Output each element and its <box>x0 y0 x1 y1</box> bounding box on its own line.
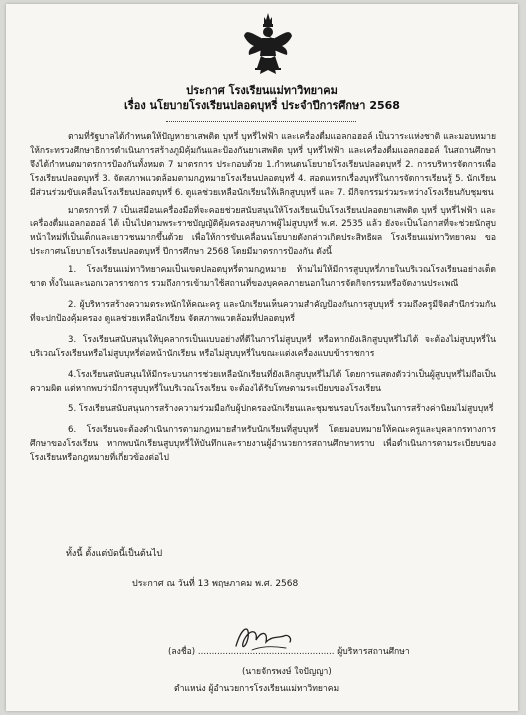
signer-position: ตำแหน่ง ผู้อำนวยการโรงเรียนแม่ทาวิทยาคม <box>174 684 340 694</box>
intro-paragraph: ตามที่รัฐบาลได้กำหนดให้ปัญหายาเสพติด บุหรี่ บุหรี่ไฟฟ้า และเครื่องดื่มแอลกอฮอล์ เป็นวาระแห่งชาติ และมอบหมายให้กระทรวงศึกษาธิการดำเนินการสร้างภูมิคุ้มกันและป้องกันยาเสพติด บุหรี่ บุหรี่ไฟฟ้า และเครื่องดื่มแอลกอฮอล์ ในสถานศึกษา จึงได้กำหนดมาตรการป้องกันทั้งหมด 7 มาตรการ ประกอบด้วย 1.กำหนดนโยบายโรงเรียนปลอดบุหรี่ 2. การบริหารจัดการเพื่อโรงเรียนปลอดบุหรี่ 3. จัดสภาพแวดล้อมตามกฎหมายโรงเรียนปลอดบุหรี่ 4. สอดแทรกเรื่องบุหรี่ในการจัดการเรียนรู้ 5. นักเรียนมีส่วนร่วมขับเคลื่อนโรงเรียนปลอดบุหรี่ 6. ดูแลช่วยเหลือนักเรียนให้เลิกสูบบุหรี่ และ 7. มีกิจกรรมร่วมระหว่างโรงเรียนกับชุมชน <box>30 132 496 198</box>
policy-item: 6. โรงเรียนจะต้องดำเนินการตามกฎหมายสำหรับนักเรียนที่สูบบุหรี่ โดยมอบหมายให้คณะครูและบุคลากรทางการศึกษาของโรงเรียน หากพบนักเรียนสูบบุหรี่ให้บันทึกและรายงานผู้อำนวยการสถานศึกษาทราบ เพื่อดำเนินการตามระเบียบของโรงเรียนหรือกฎหมายที่เกี่ยวข้องต่อไป <box>30 425 496 464</box>
announcement-body <box>30 131 496 473</box>
garuda-emblem-icon <box>243 12 293 82</box>
sign-dots: .................................................. <box>197 647 335 657</box>
document-page <box>6 4 518 711</box>
policy-item: 2. ผู้บริหารสร้างความตระหนักให้คณะครู และนักเรียนเห็นความสำคัญป้องกันการสูบบุหรี่ รวมถึงครูมีจิตสำนึกร่วมกันที่จะปกป้องคุ้มครอง ดูแลช่วยเหลือนักเรียน จัดสภาพแวดล้อมที่ปลอดบุหรี่ <box>30 299 496 324</box>
policy-item: 4.โรงเรียนสนับสนุนให้มีกระบวนการช่วยเหลือนักเรียนที่ยังเลิกสูบบุหรี่ไม่ได้ โดยการแสดงตัวว่าเป็นผู้สูบบุหรี่ไม่ถือเป็นความผิด แต่หากพบว่ามีการสูบบุหรี่ในบริเวณโรงเรียน จะต้องได้รับโทษตามระเบียบของโรงเรียน <box>30 369 496 394</box>
title-divider <box>166 121 356 123</box>
announcement-subject: เรื่อง นโยบายโรงเรียนปลอดบุหรี่ ประจำปีการศึกษา 2568 <box>124 99 400 112</box>
intro-paragraph: มาตรการที่ 7 เป็นเสมือนเครื่องมือที่จะคอยช่วยสนับสนุนให้โรงเรียนเป็นโรงเรียนปลอดยาเสพติด บุหรี่ บุหรี่ไฟฟ้า และเครื่องดื่มแอลกอฮอล์ ได้ เป็นไปตามพระราชบัญญัติคุ้มครองสุขภาพผู้ไม่สูบบุหรี่ พ.ศ. 2535 แล้ว ยังจะเป็นโอกาสที่จะช่วยนักสูบหน้าใหม่ที่เป็นเด็กและเยาวชนมากขึ้นด้วย เพื่อให้การขับเคลื่อนนโยบายดังกล่าวเกิดประสิทธิผล โรงเรียนแม่ทาวิทยาคม ขอประกาศนโยบายโรงเรียนปลอดบุหรี่ ปีการศึกษา 2568 โดยมีมาตรการป้องกัน ดังนี้ <box>30 205 496 258</box>
closing-statement: ทั้งนี้ ตั้งแต่บัดนี้เป็นต้นไป <box>66 549 163 559</box>
announcement-title: ประกาศ โรงเรียนแม่ทาวิทยาคม <box>186 84 338 97</box>
announcement-date: ประกาศ ณ วันที่ 13 พฤษภาคม พ.ศ. 2568 <box>132 579 299 589</box>
policy-item: 5. โรงเรียนสนับสนุนการสร้างความร่วมมือกับผู้ปกครองนักเรียนและชุมชนรอบโรงเรียนในการสร้างค่านิยมไม่สูบบุหรี่ <box>68 404 494 415</box>
sign-role: ผู้บริหารสถานศึกษา <box>337 647 410 657</box>
policy-item: 1. โรงเรียนแม่ทาวิทยาคมเป็นเขตปลอดบุหรี่ตามกฎหมาย ห้ามไม่ให้มีการสูบบุหรี่ภายในบริเวณโรงเรียนอย่างเด็ดขาด ทั้งในและนอกเวลาราชการ รวมถึงการเข้ามาใช้สถานที่ของบุคคลภายนอกในการจัดกิจกรรมหรือจัดงานประเพณี <box>30 265 496 290</box>
policy-item: 3. โรงเรียนสนับสนุนให้บุคลากรเป็นแบบอย่างที่ดีในการไม่สูบบุหรี่ หรือหากยังเลิกสูบบุหรี่ไม่ได้ จะต้องไม่สูบบุหรี่ในบริเวณโรงเรียนหรือไม่สูบบุหรี่ต่อหน้านักเรียน หรือไม่สูบบุหรี่ในขณะแต่งเครื่องแบบข้าราชการ <box>30 334 496 359</box>
signature-line <box>168 644 410 658</box>
signer-name: (นายจักรพงษ์ ใจปัญญา) <box>242 667 332 677</box>
sign-prefix: (ลงชื่อ) <box>168 647 196 657</box>
